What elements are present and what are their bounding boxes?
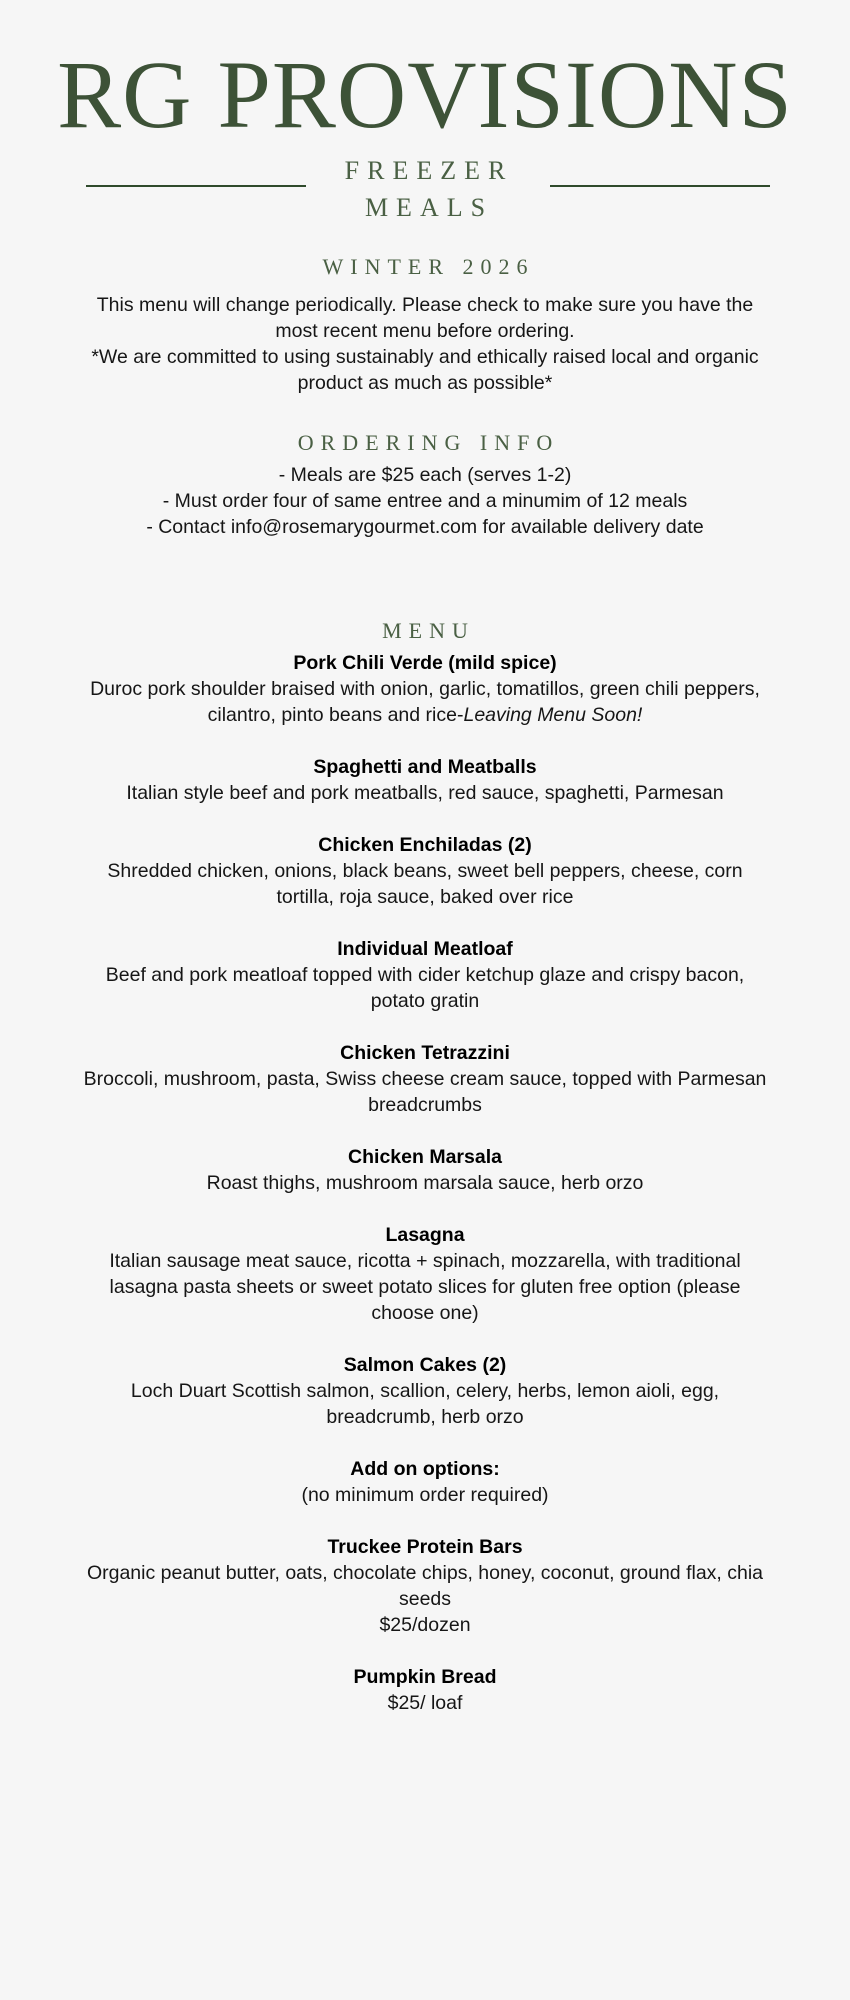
addons-section xyxy=(80,1456,770,1508)
addon-item-description: Organic peanut butter, oats, chocolate chips, honey, coconut, ground flax, chia seeds xyxy=(86,1562,764,1610)
subtitle xyxy=(0,152,850,226)
menu-item-description: Broccoli, mushroom, pasta, Swiss cheese cream sauce, topped with Parmesan breadcrumbs xyxy=(83,1068,767,1116)
brand-title: RG PROVISIONS xyxy=(57,41,793,148)
ordering-heading: ORDERING INFO xyxy=(297,430,560,455)
menu-item xyxy=(80,754,770,806)
subtitle-line-1: FREEZER xyxy=(344,156,514,185)
menu-item-name: Lasagna xyxy=(385,1224,465,1246)
addon-item-name: Truckee Protein Bars xyxy=(327,1536,523,1558)
menu-item xyxy=(80,832,770,910)
menu-item-description-text: Duroc pork shoulder braised with onion, garlic, tomatillos, green chili peppers, cilantro, pinto beans and rice- xyxy=(90,678,760,726)
menu-item xyxy=(80,650,770,728)
ordering-info xyxy=(80,462,770,540)
menu-item-description: Italian sausage meat sauce, ricotta + spinach, mozzarella, with traditional lasagna pasta sheets or sweet potato slices for gluten free option (please choose one) xyxy=(109,1250,741,1324)
addon-item-price: $25/ loaf xyxy=(387,1692,463,1714)
menu-item-description: Roast thighs, mushroom marsala sauce, herb orzo xyxy=(206,1172,644,1194)
menu-item xyxy=(80,1040,770,1118)
menu-item-note: Leaving Menu Soon! xyxy=(463,704,643,726)
menu-item-name: Chicken Tetrazzini xyxy=(340,1042,510,1064)
menu-item-name: Salmon Cakes (2) xyxy=(343,1354,507,1376)
menu-heading: MENU xyxy=(382,618,475,643)
season-intro-line: *We are committed to using sustainably and ethically raised local and organic product as much as possible* xyxy=(91,346,759,394)
menu-item xyxy=(80,1222,770,1326)
menu-item xyxy=(80,1352,770,1430)
menu-item-description: Italian style beef and pork meatballs, red sauce, spaghetti, Parmesan xyxy=(126,782,724,804)
addon-item xyxy=(80,1534,770,1638)
addon-item-name: Pumpkin Bread xyxy=(353,1666,497,1688)
menu-item-name: Chicken Marsala xyxy=(348,1146,502,1168)
ordering-line: - Must order four of same entree and a minumim of 12 meals xyxy=(162,490,688,512)
menu-item-description xyxy=(80,676,770,728)
addons-heading: Add on options: xyxy=(350,1458,500,1480)
menu-item xyxy=(80,936,770,1014)
ordering-line: - Contact info@rosemarygourmet.com for available delivery date xyxy=(146,516,704,538)
menu-list xyxy=(80,650,770,1742)
menu-item-description: Loch Duart Scottish salmon, scallion, celery, herbs, lemon aioli, egg, breadcrumb, herb orzo xyxy=(130,1380,720,1428)
menu-item-description: Beef and pork meatloaf topped with cider ketchup glaze and crispy bacon, potato gratin xyxy=(105,964,745,1012)
addon-item-price: $25/dozen xyxy=(379,1614,471,1636)
season-heading: WINTER 2026 xyxy=(322,254,535,279)
menu-item-name: Spaghetti and Meatballs xyxy=(313,756,537,778)
menu-item-description: Shredded chicken, onions, black beans, sweet bell peppers, cheese, corn tortilla, roja sauce, baked over rice xyxy=(107,860,743,908)
addons-note: (no minimum order required) xyxy=(301,1484,549,1506)
menu-item-name: Individual Meatloaf xyxy=(337,938,513,960)
season-intro-line: This menu will change periodically. Please check to make sure you have the most recent menu before ordering. xyxy=(96,294,754,342)
ordering-line: - Meals are $25 each (serves 1-2) xyxy=(278,464,572,486)
menu-item-name: Chicken Enchiladas (2) xyxy=(318,834,532,856)
season-intro xyxy=(80,292,770,396)
addon-item xyxy=(80,1664,770,1716)
menu-item xyxy=(80,1144,770,1196)
subtitle-line-2: MEALS xyxy=(364,193,494,222)
menu-item-name: Pork Chili Verde (mild spice) xyxy=(293,652,557,674)
